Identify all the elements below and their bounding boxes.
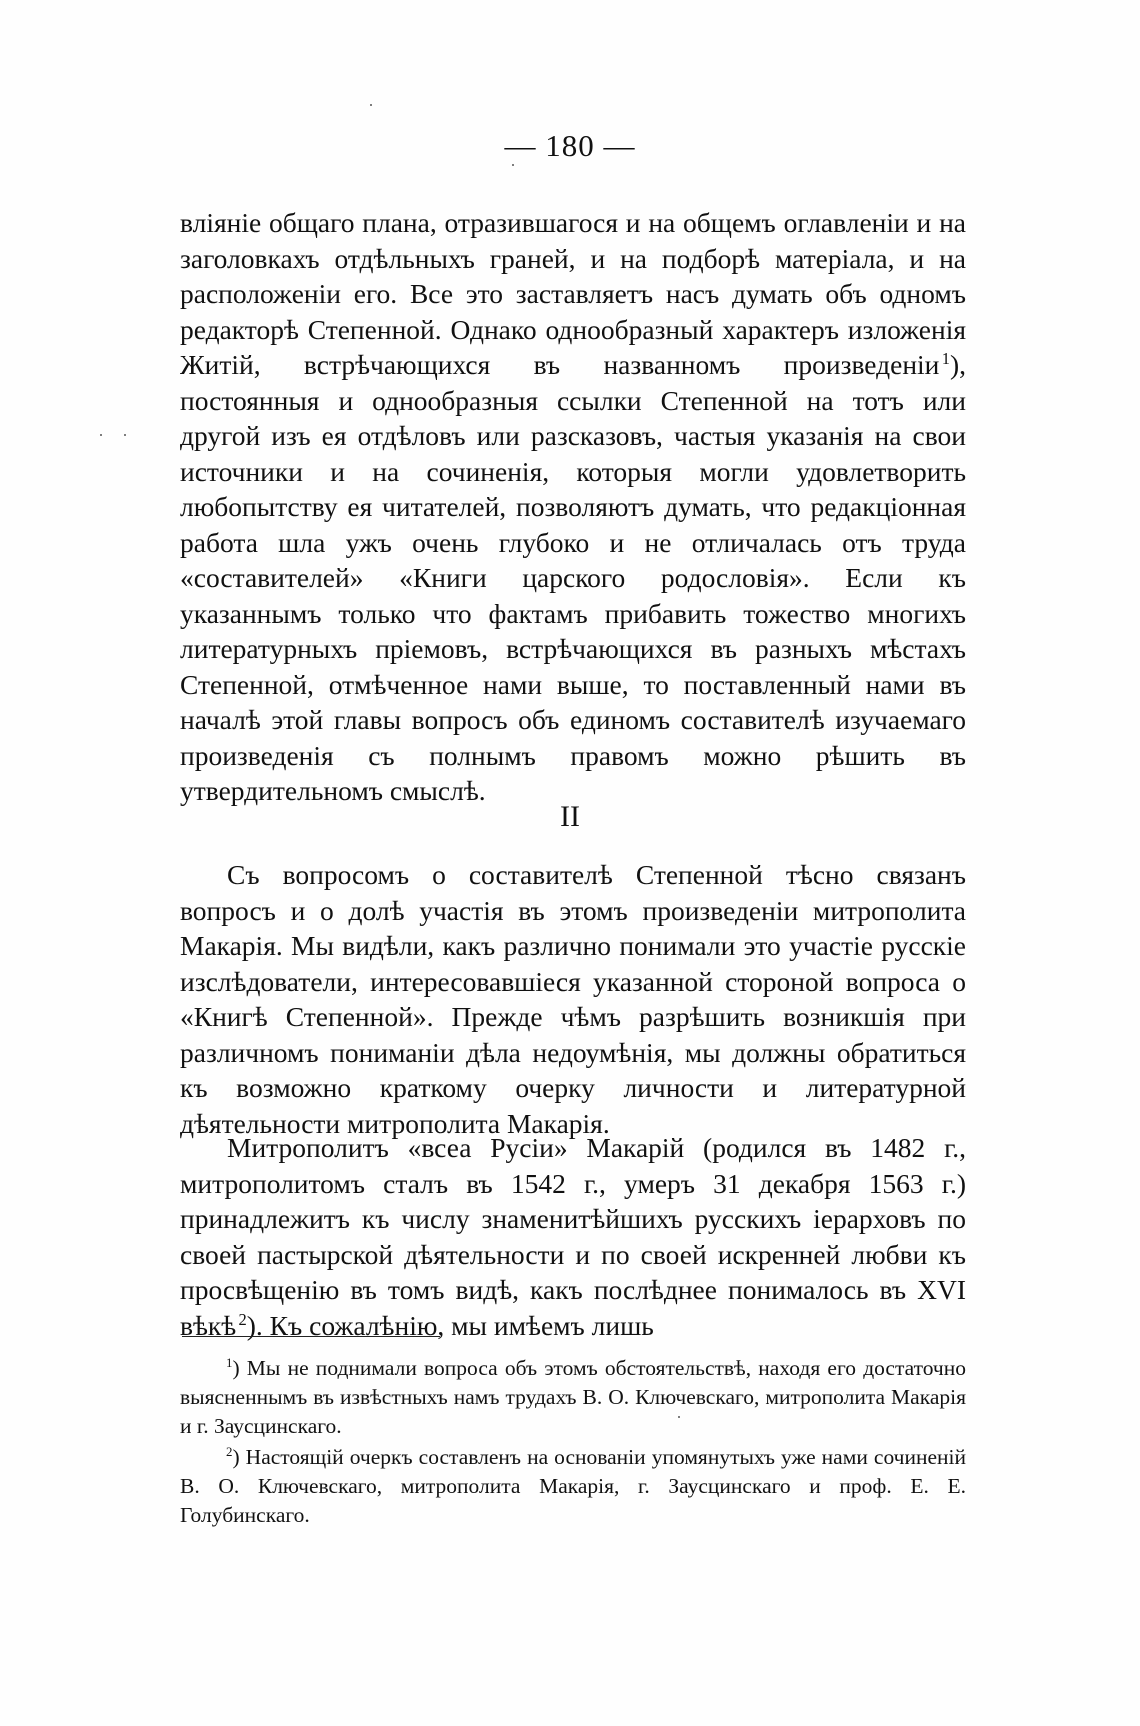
paragraph-text: Митрополитъ «всеа Русіи» Макарій (родился въ 1482 г., митрополитомъ сталъ въ 1542 г., умеръ 31 декабря 1563 г.) принадлежитъ къ числу знаменитѣйшихъ русскихъ іерарховъ по своей пастырской дѣятельности и по своей искренней любви къ просвѣщенію въ томъ видѣ, какъ послѣднее понималось въ XVI вѣкѣ (180, 1132, 966, 1341)
paragraph-text: вліяніе общаго плана, отразившагося и на общемъ оглавленіи и на заголовкахъ отдѣльныхъ граней, и на подборѣ матеріала, и на расположеніи его. Все это заставляетъ насъ думать объ одномъ редакторѣ Степенной. Однако однообразный характеръ изложенія Житій, встрѣчающихся въ названномъ произведеніи (180, 207, 966, 380)
section-heading: II (560, 800, 580, 833)
paragraph-makariy-question: Съ вопросомъ о составителѣ Степенной тѣсно связанъ вопросъ и о долѣ участія въ этомъ произведеніи митрополита Макарія. Мы видѣли, какъ различно понимали это участіе русскіе изслѣдователи, интересовавшіеся указанной стороной вопроса о «Книгѣ Степенной». Прежде чѣмъ разрѣшить возникшія при различномъ пониманіи дѣла недоумѣнія, мы должны обратиться къ возможно краткому очерку личности и литературной дѣятельности митрополита Макарія. (180, 859, 966, 1139)
footnote-2 (180, 1443, 966, 1530)
page-number: — 180 — (504, 128, 636, 163)
print-speck (124, 434, 126, 436)
footnote-text: ) Мы не поднимали вопроса объ этомъ обстоятельствѣ, находя его достаточно выясненнымъ въ извѣстныхъ намъ трудахъ В. О. Ключевскаго, митрополита Макарія и г. Заусцинскаго. (180, 1356, 966, 1438)
footnote-1 (180, 1354, 966, 1441)
footnote-divider (182, 1336, 440, 1337)
footnote-marker: 1 (226, 1355, 233, 1370)
print-speck (370, 104, 372, 106)
footnotes (180, 1354, 966, 1532)
paragraph-text: ), постоянныя и однообразныя ссылки Степенной на тотъ или другой изъ ея отдѣловъ или разсказовъ, частыя указанія на свои источники и на сочиненія, которыя могли удовлетворить любопытству ея читателей, позволяютъ думать, что редакціонная работа шла ужъ очень глубоко и не отличалась отъ труда «составителей» «Книги царского родословія». Если къ указаннымъ только что фактамъ прибавить тожество многихъ литературныхъ пріемовъ, встрѣчающихся въ разныхъ мѣстахъ Степенной, отмѣченное нами выше, то поставленный нами въ началѣ этой главы вопросъ объ единомъ составителѣ изучаемаго произведенія съ полнымъ правомъ можно рѣшить въ утвердительномъ смыслѣ. (180, 349, 966, 806)
print-speck (100, 434, 102, 436)
footnote-marker: 2 (226, 1444, 233, 1459)
paragraph-text: ). Къ сожалѣнію, мы имѣемъ лишь (246, 1309, 654, 1341)
footnote-ref-1[interactable]: 1 (941, 348, 950, 368)
paragraph-continuation (180, 205, 966, 809)
footnote-text: ) Настоящій очеркъ составленъ на основаніи упомянутыхъ уже нами сочиненій В. О. Ключевскаго, митрополита Макарія, г. Заусцинскаго и проф. Е. Е. Голубинскаго. (180, 1445, 966, 1527)
footnote-ref-2[interactable]: 2 (238, 1309, 247, 1329)
paragraph-metropolitan-makariy (180, 1130, 966, 1343)
print-speck (512, 164, 514, 166)
